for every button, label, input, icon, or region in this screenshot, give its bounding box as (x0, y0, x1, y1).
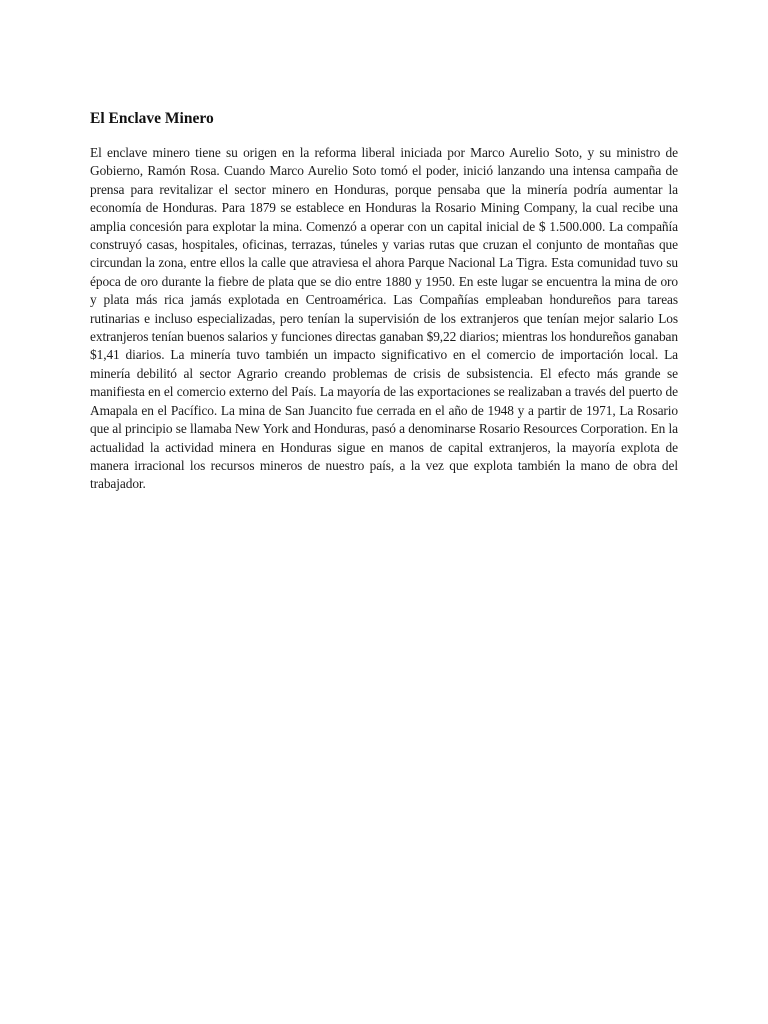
document-paragraph: El enclave minero tiene su origen en la reforma liberal iniciada por Marco Aurelio Soto, y su ministro de Gobierno, Ramón Rosa. Cuando Marco Aurelio Soto tomó el poder, inició lanzando una intensa campaña de prensa para revitalizar el sector minero en Honduras, porque pensaba que la minería podría aumentar la economía de Honduras. Para 1879 se establece en Honduras la Rosario Mining Company, la cual recibe una amplia concesión para explotar la mina. Comenzó a operar con un capital inicial de $ 1.500.000. La compañía construyó casas, hospitales, oficinas, terrazas, túneles y varias rutas que cruzan el conjunto de montañas que circundan la zona, entre ellos la calle que atraviesa el ahora Parque Nacional La Tigra. Esta comunidad tuvo su época de oro durante la fiebre de plata que se dio entre 1880 y 1950. En este lugar se encuentra la mina de oro y plata más rica jamás explotada en Centroamérica. Las Compañías empleaban hondureños para tareas rutinarias e incluso especializadas, pero tenían la supervisión de los extranjeros que tenían mejor salario Los extranjeros tenían buenos salarios y funciones directas ganaban $9,22 diarios; mientras los hondureños ganaban $1,41 diarios. La minería tuvo también un impacto significativo en el comercio de importación local. La minería debilitó al sector Agrario creando problemas de crisis de subsistencia. El efecto más grande se manifiesta en el comercio externo del País. La mayoría de las exportaciones se realizaban a través del puerto de Amapala en el Pacífico. La mina de San Juancito fue cerrada en el año de 1948 y a partir de 1971, La Rosario que al principio se llamaba New York and Honduras, pasó a denominarse Rosario Resources Corporation. En la actualidad la actividad minera en Honduras sigue en manos de capital extranjeros, la mayoría explota de manera irracional los recursos mineros de nuestro país, a la vez que explota también la mano de obra del trabajador. (90, 145, 678, 492)
document-title: El Enclave Minero (90, 110, 214, 127)
document-body (90, 108, 678, 494)
